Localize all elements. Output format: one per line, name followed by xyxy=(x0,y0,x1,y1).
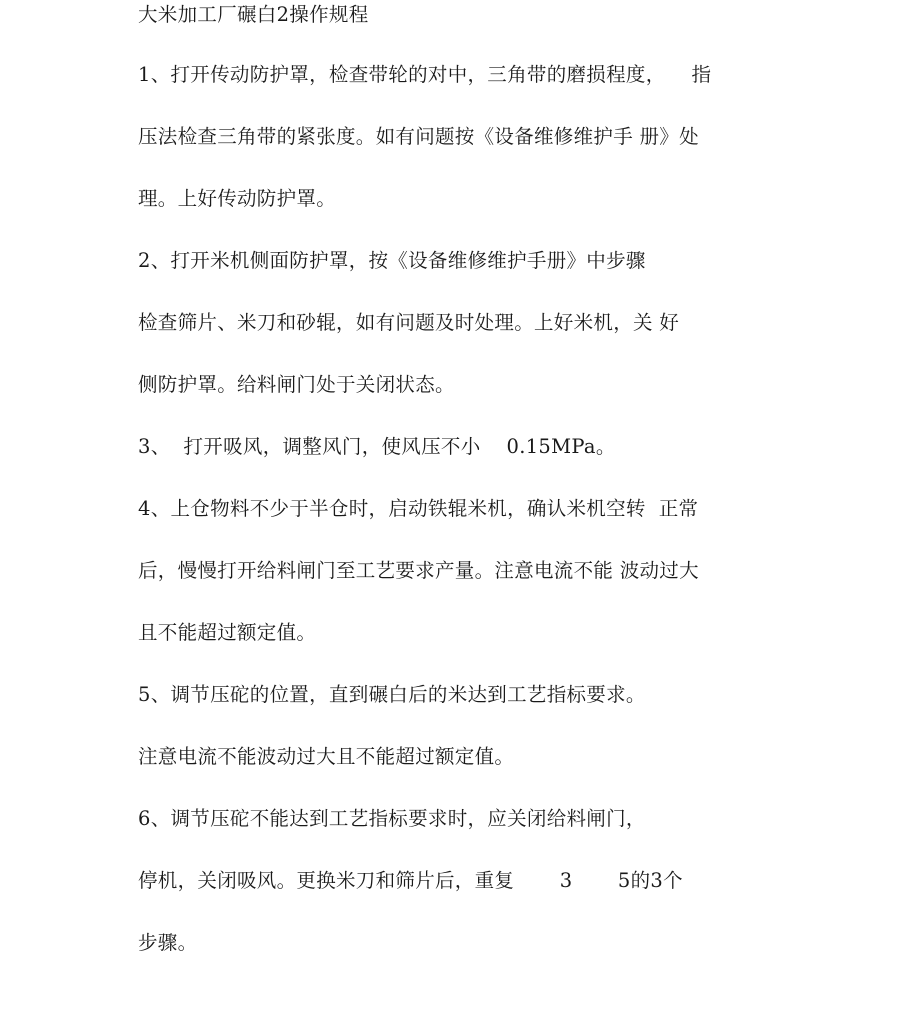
text-line: 2、打开米机侧面防护罩，按《设备维修维护手册》中步骤 xyxy=(138,249,646,272)
text-line: 检查筛片、米刀和砂辊，如有问题及时处理。上好米机，关 好 xyxy=(138,311,680,334)
text-line: 6、调节压砣不能达到工艺指标要求时，应关闭给料闸门， xyxy=(138,807,646,830)
text-line: 步骤。 xyxy=(138,931,198,954)
text-line: 3、 打开吸风，调整风门，使风压不小 0.15MPa。 xyxy=(138,435,616,458)
text-line: 理。上好传动防护罩。 xyxy=(138,187,337,210)
text-line: 5、调节压砣的位置，直到碾白后的米达到工艺指标要求。 xyxy=(138,683,646,706)
text-line: 压法检查三角带的紧张度。如有问题按《设备维修维护手 册》处 xyxy=(138,125,699,148)
text-line: 4、上仓物料不少于半仓时，启动铁辊米机，确认米机空转 正常 xyxy=(138,497,699,520)
document-title: 大米加工厂碾白2操作规程 xyxy=(138,3,369,26)
text-line: 1、打开传动防护罩，检查带轮的对中，三角带的磨损程度， 指 xyxy=(138,63,712,86)
text-line: 注意电流不能波动过大且不能超过额定值。 xyxy=(138,745,515,768)
text-line: 后，慢慢打开给料闸门至工艺要求产量。注意电流不能 波动过大 xyxy=(138,559,699,582)
text-line: 停机，关闭吸风。更换米刀和筛片后，重复 3 5的3个 xyxy=(138,869,683,892)
text-line: 且不能超过额定值。 xyxy=(138,621,317,644)
text-line: 侧防护罩。给料闸门处于关闭状态。 xyxy=(138,373,455,396)
